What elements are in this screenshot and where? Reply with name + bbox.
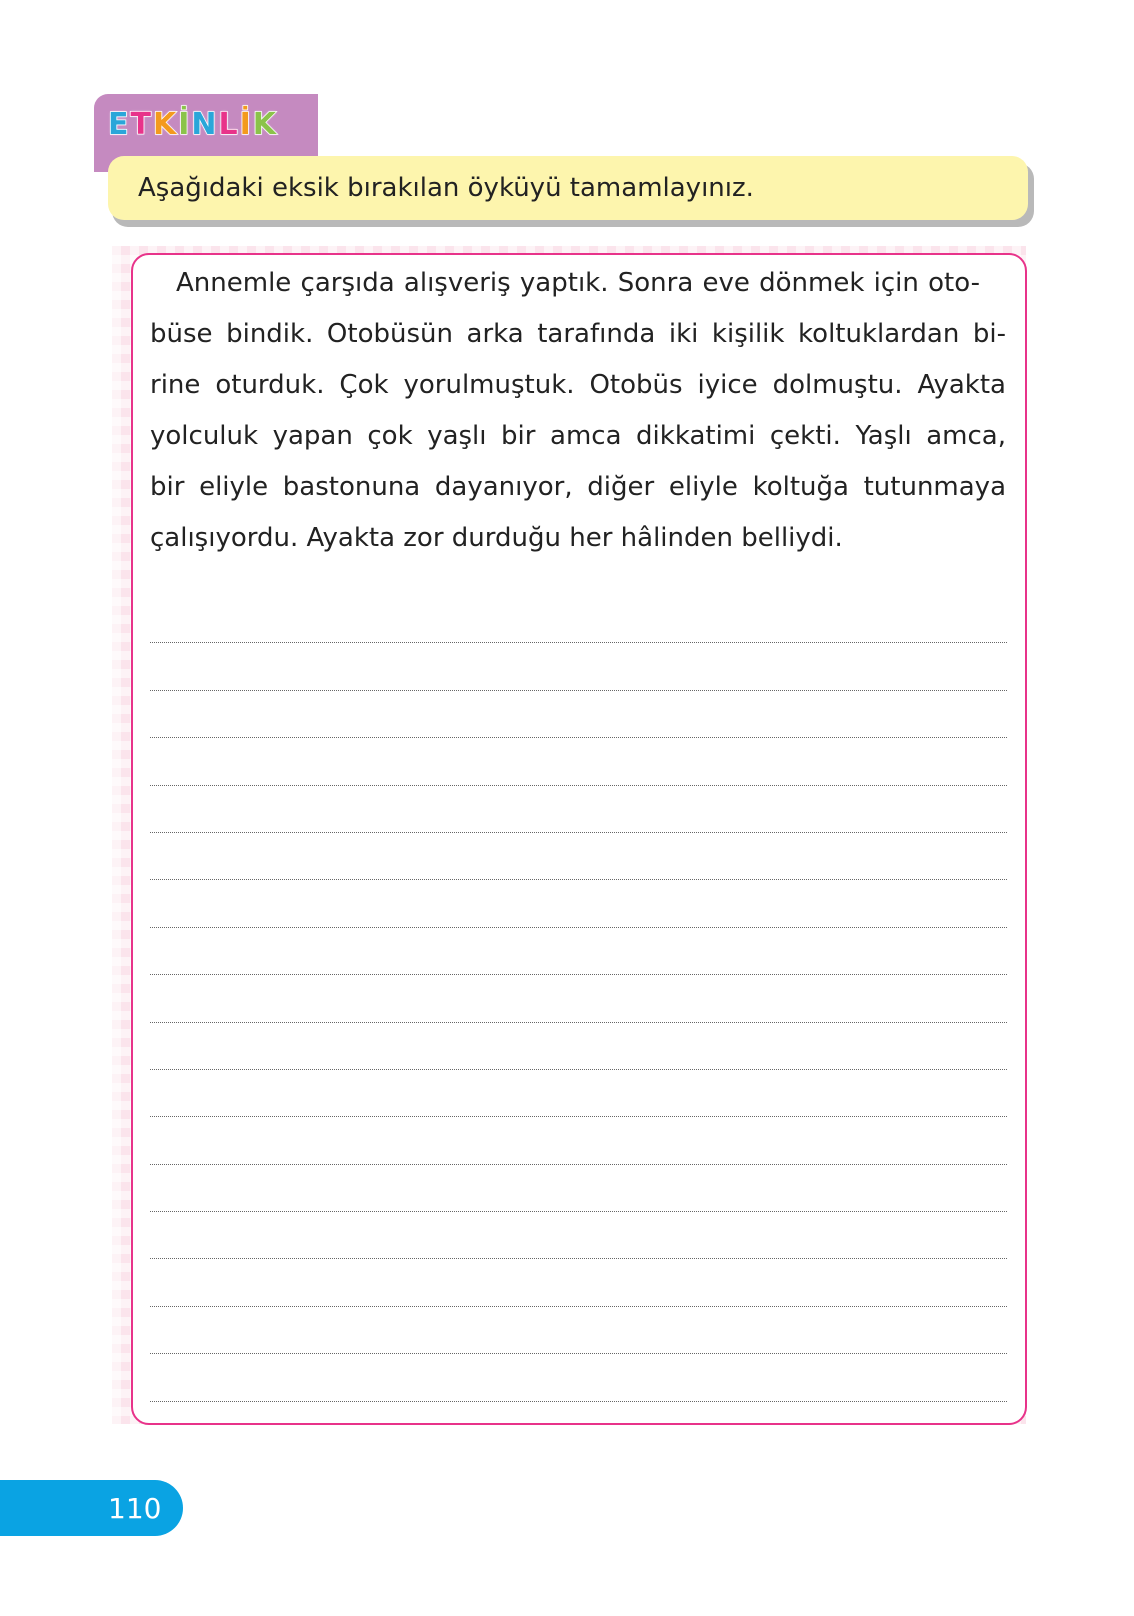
activity-letter: T (130, 106, 152, 142)
writing-line[interactable] (150, 1165, 1007, 1212)
story-line: rine oturduk. Çok yorulmuştuk. Otobüs iyice dolmuştu. Ayakta (150, 370, 1006, 400)
writing-line[interactable] (150, 1070, 1007, 1117)
writing-line[interactable] (150, 1117, 1007, 1164)
activity-letter: K (252, 106, 278, 142)
writing-line[interactable] (150, 928, 1007, 975)
writing-line[interactable] (150, 691, 1007, 738)
page-number: 110 (0, 1480, 183, 1536)
story-text (150, 258, 1006, 564)
writing-line[interactable] (150, 1354, 1007, 1401)
writing-line[interactable] (150, 738, 1007, 785)
writing-line[interactable] (150, 1023, 1007, 1070)
writing-line[interactable] (150, 786, 1007, 833)
writing-line[interactable] (150, 1307, 1007, 1354)
activity-letter: E (108, 106, 130, 142)
writing-line[interactable] (150, 1212, 1007, 1259)
writing-line[interactable] (150, 596, 1007, 643)
activity-letter: L (218, 106, 239, 142)
story-line: bir eliyle bastonuna dayanıyor, diğer eliyle koltuğa tutunmaya (150, 472, 1006, 502)
activity-letter: İ (239, 106, 252, 142)
activity-letter: K (152, 106, 178, 142)
writing-line[interactable] (150, 880, 1007, 927)
activity-title (108, 104, 277, 144)
activity-letter: İ (178, 106, 191, 142)
writing-line[interactable] (150, 833, 1007, 880)
writing-line[interactable] (150, 643, 1007, 690)
writing-line[interactable] (150, 1259, 1007, 1306)
writing-line[interactable] (150, 975, 1007, 1022)
story-line: yolculuk yapan çok yaşlı bir amca dikkatimi çekti. Yaşlı amca, (150, 421, 1006, 451)
writing-area[interactable] (150, 596, 1007, 1402)
story-line: Annemle çarşıda alışveriş yaptık. Sonra eve dönmek için oto- (176, 268, 980, 298)
instruction-text: Aşağıdaki eksik bırakılan öyküyü tamamlayınız. (138, 173, 754, 203)
activity-letter: N (191, 106, 218, 142)
instruction-banner (108, 156, 1028, 220)
story-line: büse bindik. Otobüsün arka tarafında iki kişilik koltuklardan bi- (150, 319, 1006, 349)
story-line: çalışıyordu. Ayakta zor durduğu her hâlinden belliydi. (150, 523, 843, 553)
